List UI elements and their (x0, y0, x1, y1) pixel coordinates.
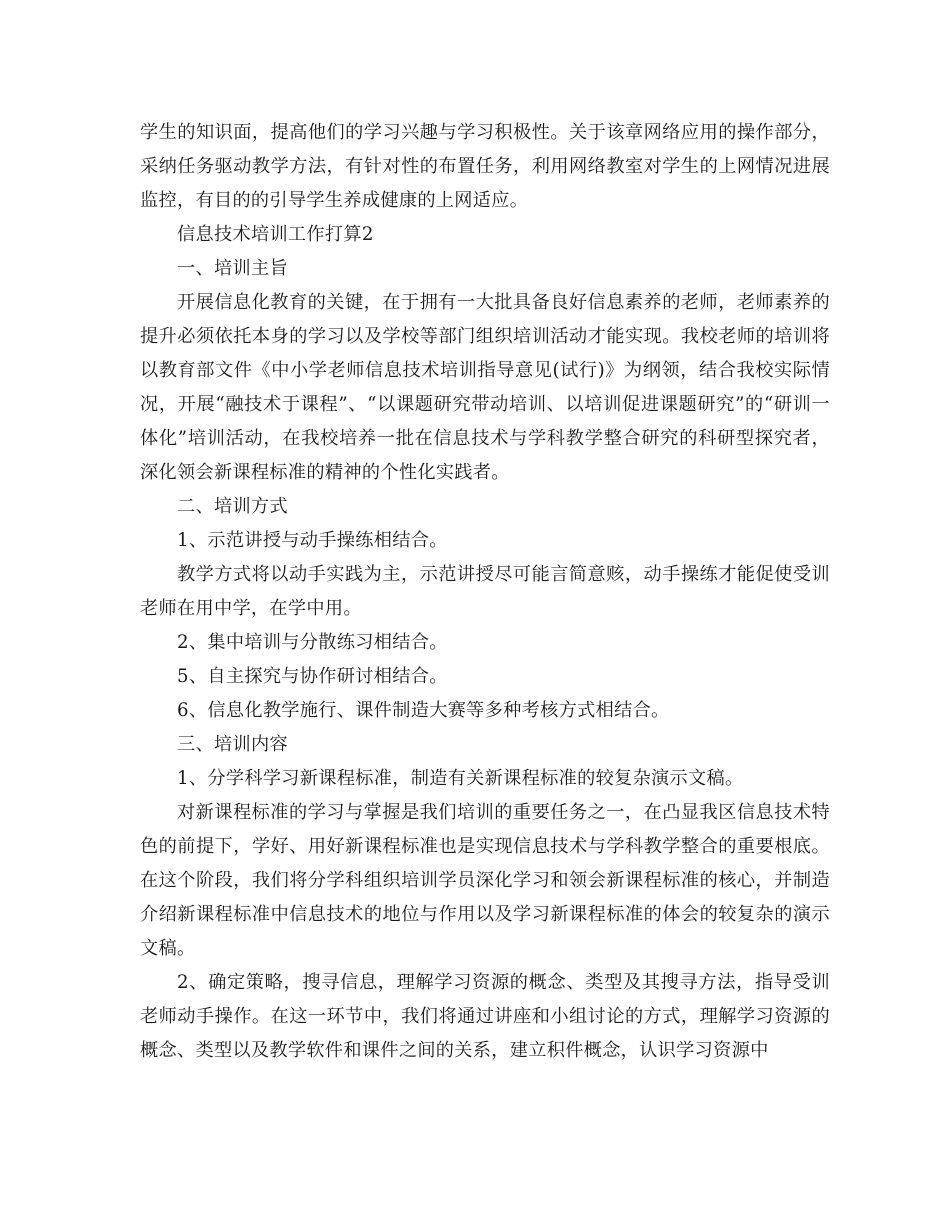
list-item-content-1: 1、分学科学习新课程标准，制造有关新课程标准的较复杂演示文稿。 (177, 768, 744, 789)
section-title: 信息技术培训工作打算2 (177, 224, 374, 245)
paragraph-purpose-body: 开展信息化教育的关键，在于拥有一大批具备良好信息素养的老师，老师素养的提升必须依托本身的学习以及学校等部门组织培训活动才能实现。我校老师的培训将以教育部文件《中小学老师信息技术培训指导意见(试行)》为纲领，结合我校实际情况，开展“融技术于课程”、“以课题研究带动培训、以培训促进课题研究”的“研训一体化”培训活动，在我校培养一批在信息技术与学科教学整合研究的科研型探究者，深化领会新课程标准的精神的个性化实践者。 (140, 292, 830, 483)
heading-training-purpose: 一、培训主旨 (177, 258, 288, 279)
list-item-content-2: 2、确定策略，搜寻信息，理解学习资源的概念、类型及其搜寻方法，指导受训老师动手操作。在这一环节中，我们将通过讲座和小组讨论的方式，理解学习资源的概念、类型以及教学软件和课件之间的关系，建立积件概念，认识学习资源中 (140, 972, 830, 1061)
paragraph-continuation: 学生的知识面，提高他们的学习兴趣与学习积极性。关于该章网络应用的操作部分，采纳任务驱动教学方法，有针对性的布置任务，利用网络教室对学生的上网情况进展监控，有目的的引导学生养成健康的上网适应。 (140, 122, 830, 211)
paragraph-method-body: 教学方式将以动手实践为主，示范讲授尽可能言简意赅，动手操练才能促使受训老师在用中学，在学中用。 (140, 564, 830, 619)
list-item-method-2: 2、集中培训与分散练习相结合。 (177, 632, 448, 653)
list-item-method-5: 5、自主探究与协作研讨相结合。 (177, 666, 448, 687)
heading-training-method: 二、培训方式 (177, 496, 288, 517)
list-item-method-6: 6、信息化教学施行、课件制造大赛等多种考核方式相结合。 (177, 700, 670, 721)
heading-training-content: 三、培训内容 (177, 734, 288, 755)
document-body (140, 116, 830, 1068)
list-item-method-1: 1、示范讲授与动手操练相结合。 (177, 530, 448, 551)
paragraph-content-body: 对新课程标准的学习与掌握是我们培训的重要任务之一，在凸显我区信息技术特色的前提下，学好、用好新课程标准也是实现信息技术与学科教学整合的重要根底。在这个阶段，我们将分学科组织培训学员深化学习和领会新课程标准的核心，并制造介绍新课程标准中信息技术的地位与作用以及学习新课程标准的体会的较复杂的演示文稿。 (140, 802, 830, 959)
